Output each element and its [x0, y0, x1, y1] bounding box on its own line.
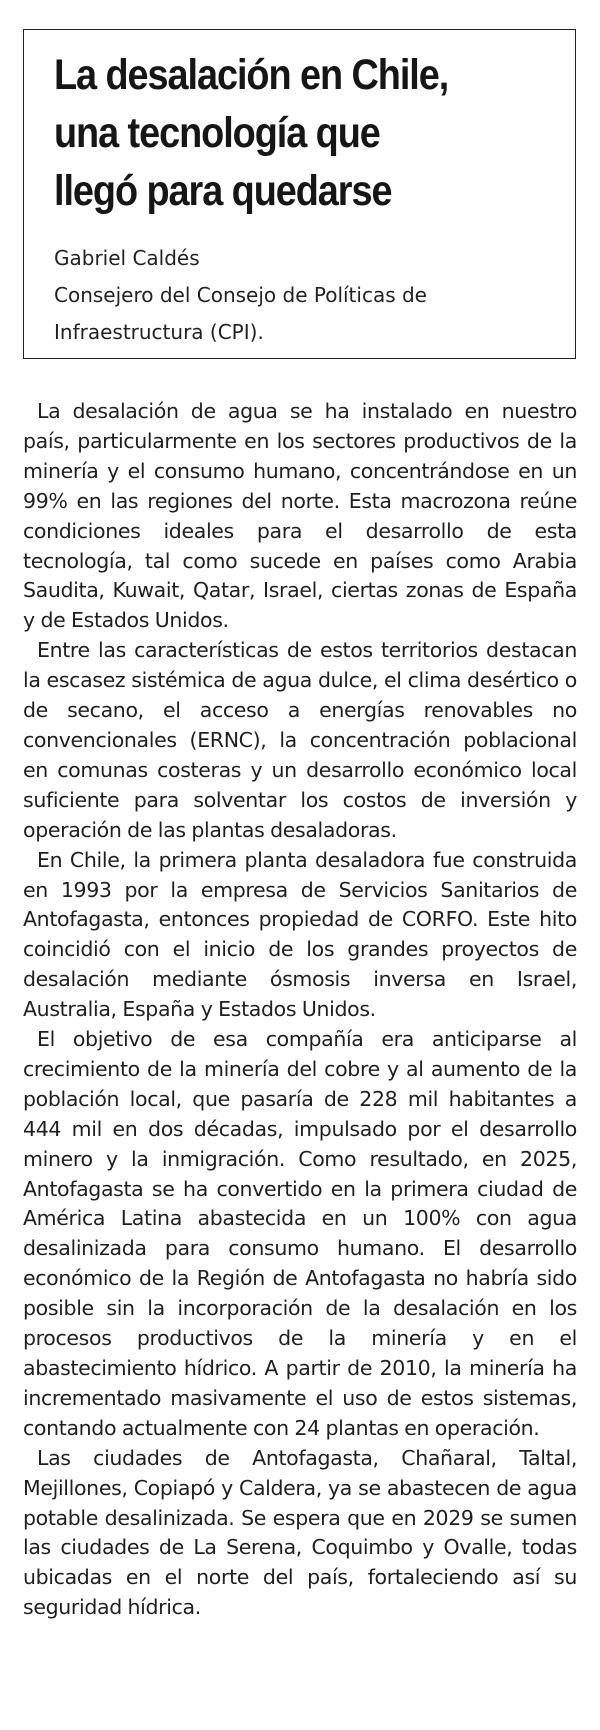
- headline-line: una tecnología que: [54, 109, 380, 157]
- article-header-box: [23, 29, 576, 359]
- author-role-line: Infraestructura (CPI).: [54, 320, 264, 344]
- headline: [54, 46, 488, 220]
- author-name: Gabriel Caldés: [54, 246, 200, 270]
- headline-line: llegó para quedarse: [54, 167, 392, 215]
- body-paragraph: Entre las características de estos territorios destacan la escasez sistémica de agua dulce, el clima desértico o de secano, el acceso a energías renovables no convencionales (ERNC), la concentración poblacional en comunas costeras y un desarrollo económico local suficiente para solventar los costos de inversión y operación de las plantas desaladoras.: [23, 638, 577, 842]
- author-role-line: Consejero del Consejo de Políticas de: [54, 283, 427, 307]
- body-paragraph: El objetivo de esa compañía era anticiparse al crecimiento de la minería del cobre y al aumento de la población local, que pasaría de 228 mil habitantes a 444 mil en dos décadas, impulsado por el desarrollo minero y la inmigración. Como resultado, en 2025, Antofagasta se ha convertido en la primera ciudad de América Latina abastecida en un 100% con agua desalinizada para consumo humano. El desarrollo económico de la Región de Antofagasta no habría sido posible sin la incorporación de la desalación en los procesos productivos de la minería y en el abastecimiento hídrico. A partir de 2010, la minería ha incrementado masivamente el uso de estos sistemas, contando actualmente con 24 plantas en operación.: [23, 1027, 577, 1440]
- body-paragraph: En Chile, la primera planta desaladora fue construida en 1993 por la empresa de Servicios Sanitarios de Antofagasta, entonces propiedad de CORFO. Este hito coincidió con el inicio de los grandes proyectos de desalación mediante ósmosis inversa en Israel, Australia, España y Estados Unidos.: [23, 847, 577, 1022]
- headline-line: La desalación en Chile,: [54, 51, 449, 99]
- body-paragraph: La desalación de agua se ha instalado en nuestro país, particularmente en los sectores productivos de la minería y el consumo humano, concentrándose en un 99% en las regiones del norte. Esta macrozona reúne condiciones ideales para el desarrollo de esta tecnología, tal como sucede en países como Arabia Saudita, Kuwait, Qatar, Israel, ciertas zonas de España y de Estados Unidos.: [23, 399, 577, 633]
- body-paragraph: Las ciudades de Antofagasta, Chañaral, Taltal, Mejillones, Copiapó y Caldera, ya se abastecen de agua potable desalinizada. Se espera que en 2029 se sumen las ciudades de La Serena, Coquimbo y Ovalle, todas ubicadas en el norte del país, fortaleciendo así su seguridad hídrica.: [23, 1445, 577, 1620]
- byline: [54, 240, 547, 351]
- article-body: [23, 397, 577, 1623]
